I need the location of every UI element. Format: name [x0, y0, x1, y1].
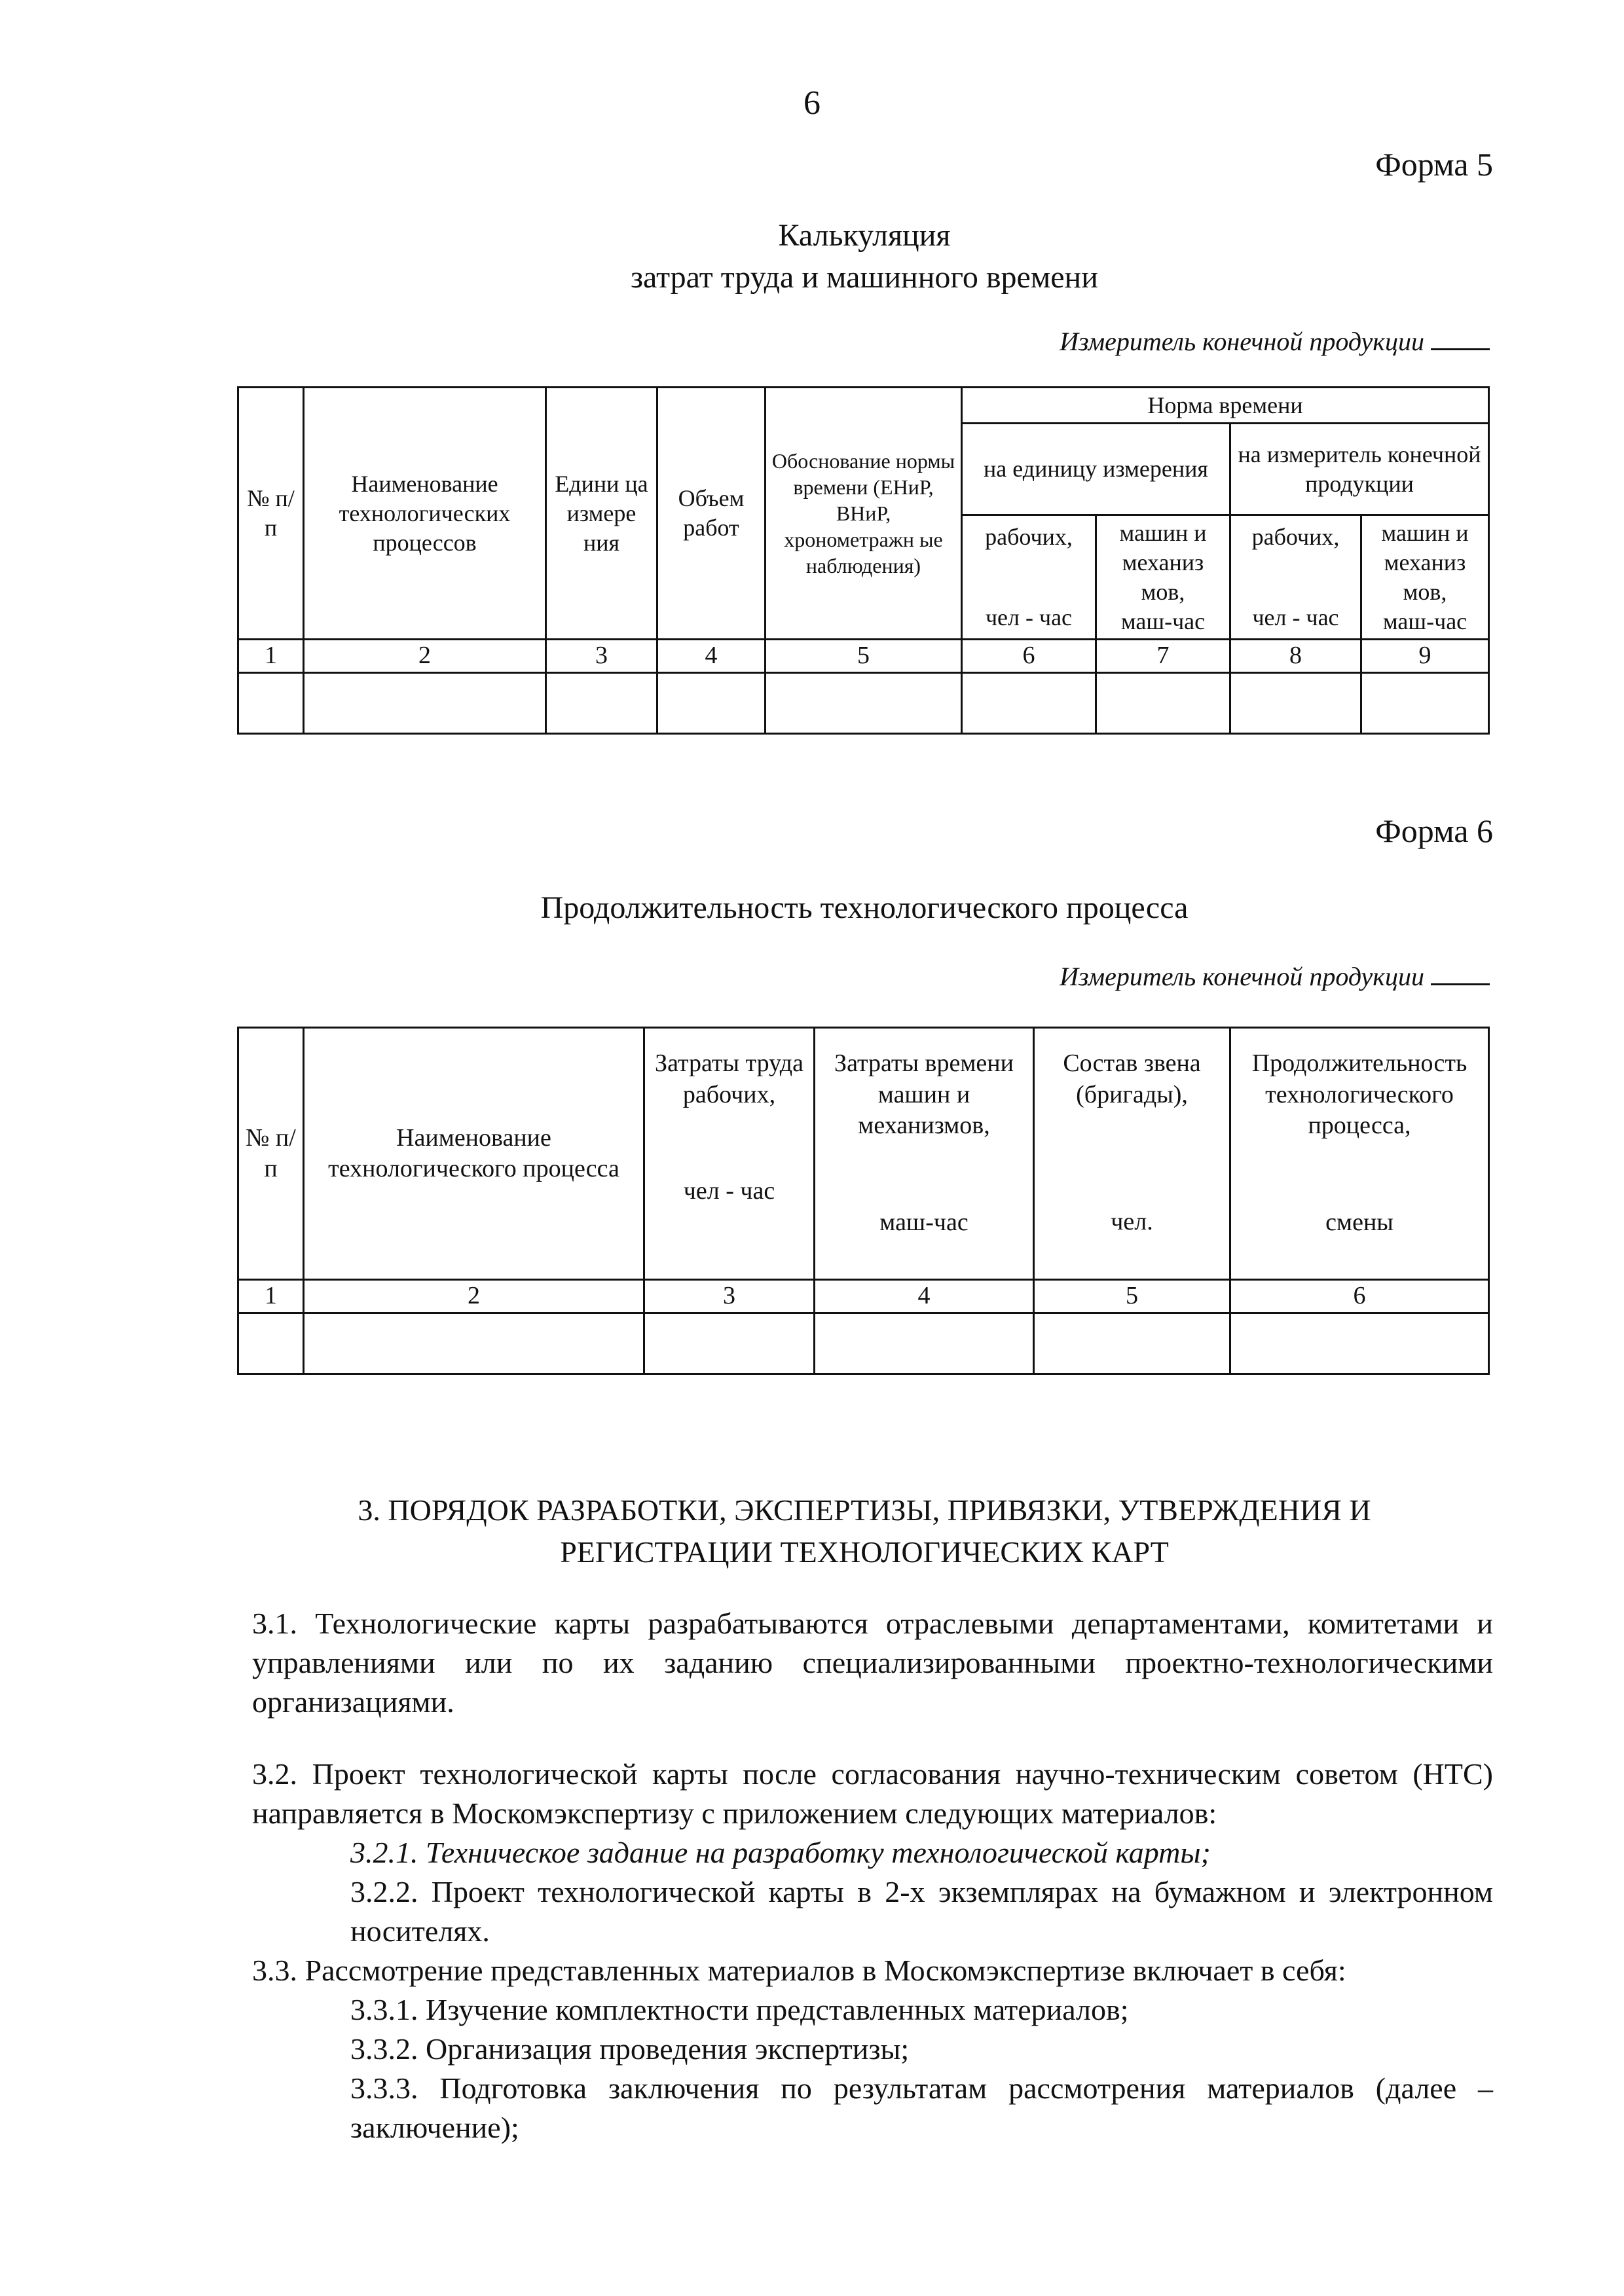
f6-index-row [238, 1280, 1489, 1313]
para-3-3: 3.3. Рассмотрение представленных материалов в Москомэкспертизе включает в себя: [252, 1954, 1346, 1987]
f5-empty-cell[interactable] [1361, 673, 1489, 734]
f5-col-norm: Норма времени [962, 388, 1489, 424]
page-number: 6 [803, 84, 821, 122]
f5-idx-cell: 4 [657, 640, 766, 673]
form5-title-line2: затрат труда и машинного времени [631, 260, 1098, 295]
form6-title: Продолжительность технологического процесса [540, 890, 1189, 925]
f6-col-crew: Состав звена (бригады), чел. [1034, 1028, 1230, 1280]
f5-empty-cell[interactable] [238, 673, 304, 734]
f5-col-basis: Обоснование нормы времени (ЕНиР, ВНиР, хронометражн ые наблюдения) [766, 388, 962, 640]
f6-idx-cell: 5 [1034, 1280, 1230, 1313]
form5-measure [1060, 326, 1490, 357]
f5-idx-cell: 7 [1096, 640, 1230, 673]
f5-empty-row[interactable] [238, 673, 1489, 734]
form6-label: Форма 6 [1375, 812, 1493, 849]
f5-col-machines-2: машин и механиз мов, маш-час [1361, 515, 1489, 640]
form5-label: Форма 5 [1375, 146, 1493, 183]
f5-empty-cell[interactable] [766, 673, 962, 734]
para-3-3-3: 3.3.3. Подготовка заключения по результатам рассмотрения материалов (далее – заключение); [350, 2071, 1493, 2144]
f6-empty-cell[interactable] [304, 1313, 644, 1374]
f5-idx-cell: 8 [1230, 640, 1361, 673]
f5-col-num: № п/п [238, 388, 304, 640]
form5-measure-label: Измеритель конечной продукции [1060, 327, 1424, 356]
f5-empty-cell[interactable] [1230, 673, 1361, 734]
f5-col-workers-2: рабочих, чел - час [1230, 515, 1361, 640]
f5-col-machines-1: машин и механиз мов, маш-час [1096, 515, 1230, 640]
section3-heading-line1: 3. ПОРЯДОК РАЗРАБОТКИ, ЭКСПЕРТИЗЫ, ПРИВЯЗКИ, УТВЕРЖДЕНИЯ И [358, 1493, 1371, 1527]
f6-col-num: № п/п [238, 1028, 304, 1280]
f5-col-volume: Объем работ [657, 388, 766, 640]
form5-title-line1: Калькуляция [778, 218, 951, 253]
f5-idx-cell: 5 [766, 640, 962, 673]
f5-empty-cell[interactable] [304, 673, 546, 734]
para-3-2-1: 3.2.1. Техническое задание на разработку технологической карты; [350, 1836, 1211, 1869]
f5-col-per-meter: на измеритель конечной продукции [1230, 424, 1489, 515]
f6-idx-cell: 6 [1230, 1280, 1489, 1313]
f6-empty-cell[interactable] [238, 1313, 304, 1374]
f6-col-duration: Продолжительность технологического процесса, смены [1230, 1028, 1489, 1280]
f6-idx-cell: 2 [304, 1280, 644, 1313]
f6-empty-cell[interactable] [815, 1313, 1034, 1374]
f6-col-name: Наименование технологического процесса [304, 1028, 644, 1280]
section3-heading-line2: РЕГИСТРАЦИИ ТЕХНОЛОГИЧЕСКИХ КАРТ [560, 1535, 1169, 1569]
form6-measure [1060, 961, 1490, 992]
f6-idx-cell: 1 [238, 1280, 304, 1313]
para-3-2: 3.2. Проект технологической карты после согласования научно-техническим советом (НТС) направляется в Москомэкспертизу с приложением следующих материалов: [252, 1757, 1493, 1830]
f5-idx-cell: 9 [1361, 640, 1489, 673]
f5-col-unit: Едини ца измере ния [546, 388, 657, 640]
f5-empty-cell[interactable] [657, 673, 766, 734]
form6-table [237, 1027, 1490, 1375]
f5-idx-cell: 1 [238, 640, 304, 673]
f6-col-labor: Затраты труда рабочих, чел - час [644, 1028, 815, 1280]
f6-empty-cell[interactable] [1230, 1313, 1489, 1374]
f6-col-machine: Затраты времени машин и механизмов, маш-час [815, 1028, 1034, 1280]
f5-index-row [238, 640, 1489, 673]
form5-table [237, 386, 1490, 735]
f6-empty-cell[interactable] [644, 1313, 815, 1374]
f6-idx-cell: 3 [644, 1280, 815, 1313]
f5-empty-cell[interactable] [546, 673, 657, 734]
f5-empty-cell[interactable] [962, 673, 1096, 734]
form5-measure-blank[interactable] [1431, 326, 1490, 350]
f6-empty-row[interactable] [238, 1313, 1489, 1374]
f5-col-per-unit: на единицу измерения [962, 424, 1230, 515]
form6-measure-label: Измеритель конечной продукции [1060, 962, 1424, 991]
f5-idx-cell: 2 [304, 640, 546, 673]
f5-idx-cell: 3 [546, 640, 657, 673]
para-3-1: 3.1. Технологические карты разрабатываются отраслевыми департаментами, комитетами и управлениями или по их заданию специализированными проектно-технологическими организациями. [252, 1607, 1493, 1719]
form6-measure-blank[interactable] [1431, 961, 1490, 985]
f5-col-workers-1: рабочих, чел - час [962, 515, 1096, 640]
f6-idx-cell: 4 [815, 1280, 1034, 1313]
f5-col-name: Наименование технологических процессов [304, 388, 546, 640]
para-3-3-2: 3.3.2. Организация проведения экспертизы; [350, 2032, 910, 2066]
f5-idx-cell: 6 [962, 640, 1096, 673]
f5-empty-cell[interactable] [1096, 673, 1230, 734]
f6-empty-cell[interactable] [1034, 1313, 1230, 1374]
para-3-2-2: 3.2.2. Проект технологической карты в 2-х экземплярах на бумажном и электронном носителях. [350, 1875, 1493, 1948]
para-3-3-1: 3.3.1. Изучение комплектности представленных материалов; [350, 1993, 1129, 2026]
